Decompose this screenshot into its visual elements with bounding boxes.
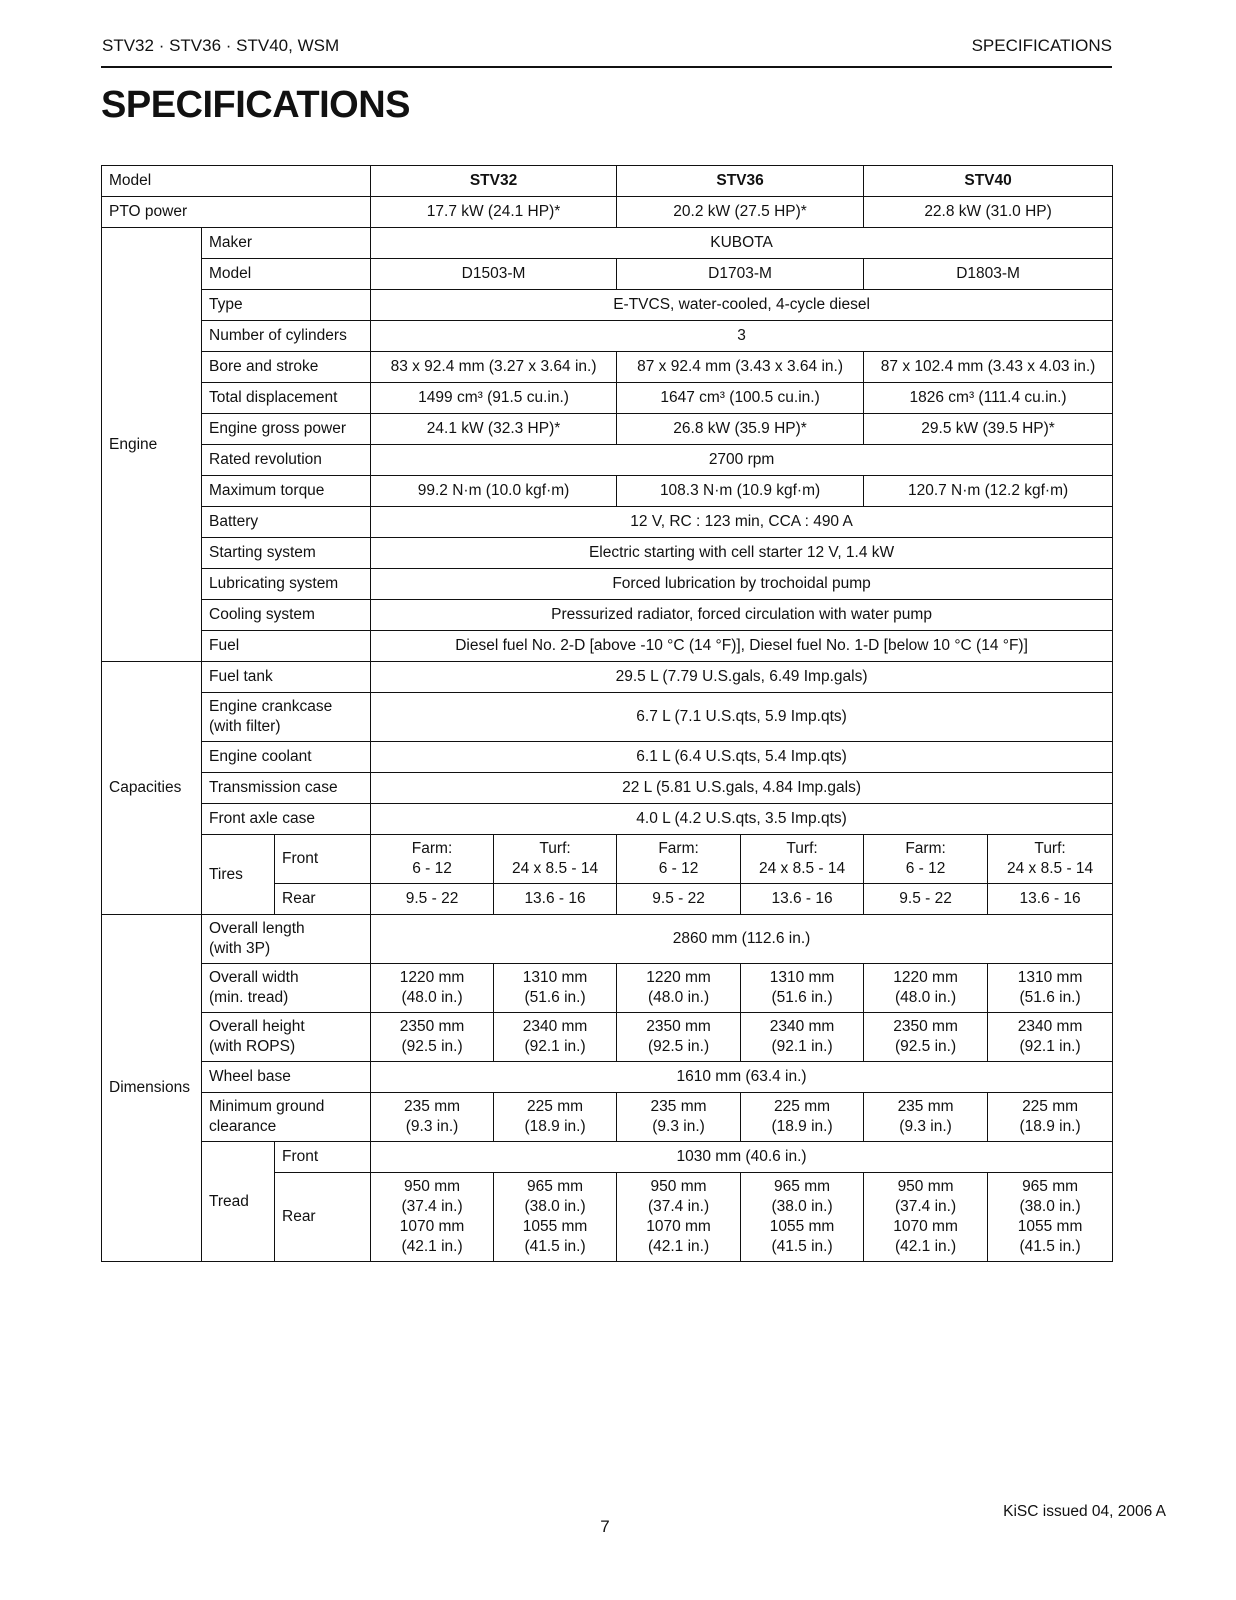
header-section-title: SPECIFICATIONS [971, 36, 1112, 55]
cell-value: Electric starting with cell starter 12 V, 1.4 kW [371, 538, 1113, 569]
table-row [102, 166, 1113, 197]
cell-value: Farm: 6 - 12 [864, 835, 988, 884]
table-row [102, 835, 1113, 884]
row-label-model: Model [102, 166, 371, 197]
row-label: Wheel base [202, 1062, 371, 1093]
cell-value: Farm: 6 - 12 [371, 835, 494, 884]
cell-value: Diesel fuel No. 2-D [above -10 °C (14 °F)], Diesel fuel No. 1-D [below 10 °C (14 °F)] [371, 631, 1113, 662]
cell-value: 225 mm (18.9 in.) [741, 1093, 864, 1142]
cell-value: 225 mm (18.9 in.) [494, 1093, 617, 1142]
label-line: Engine crankcase [209, 698, 333, 715]
table-row [102, 352, 1113, 383]
cell-value: 3 [371, 321, 1113, 352]
table-row [102, 445, 1113, 476]
cell-value: 24.1 kW (32.3 HP)* [371, 414, 617, 445]
cell-value: 2350 mm (92.5 in.) [617, 1013, 741, 1062]
model-header-stv40: STV40 [864, 166, 1113, 197]
cell-value: E-TVCS, water-cooled, 4-cycle diesel [371, 290, 1113, 321]
specifications-table [101, 165, 1113, 1262]
table-row [102, 1013, 1113, 1062]
table-row [102, 631, 1113, 662]
cell-value: D1803-M [864, 259, 1113, 290]
cell-value: 9.5 - 22 [617, 884, 741, 915]
cell-value: Pressurized radiator, forced circulation with water pump [371, 600, 1113, 631]
cell-value: 2340 mm (92.1 in.) [988, 1013, 1113, 1062]
table-row [102, 915, 1113, 964]
row-label-pto-power: PTO power [102, 197, 371, 228]
cell-value: 2340 mm (92.1 in.) [494, 1013, 617, 1062]
row-label-tires: Tires [202, 835, 275, 915]
cell-value: 26.8 kW (35.9 HP)* [617, 414, 864, 445]
table-row [102, 1142, 1113, 1173]
row-label: Rated revolution [202, 445, 371, 476]
cell-value: D1503-M [371, 259, 617, 290]
cell-value: 1220 mm (48.0 in.) [371, 964, 494, 1013]
table-row [102, 773, 1113, 804]
cell-value: 950 mm (37.4 in.) 1070 mm (42.1 in.) [617, 1173, 741, 1262]
row-label: Maker [202, 228, 371, 259]
row-label: Type [202, 290, 371, 321]
cell-value: Farm: 6 - 12 [617, 835, 741, 884]
cell-value: 1220 mm (48.0 in.) [864, 964, 988, 1013]
row-label: Number of cylinders [202, 321, 371, 352]
cell-value: 13.6 - 16 [741, 884, 864, 915]
cell-value: 965 mm (38.0 in.) 1055 mm (41.5 in.) [494, 1173, 617, 1262]
cell-value: 950 mm (37.4 in.) 1070 mm (42.1 in.) [864, 1173, 988, 1262]
cell-value: 13.6 - 16 [988, 884, 1113, 915]
row-label: Overall height (with ROPS) [202, 1013, 371, 1062]
sub-label: Rear [275, 1173, 371, 1262]
row-label: Overall length (with 3P) [202, 915, 371, 964]
table-row [102, 228, 1113, 259]
model-header-stv32: STV32 [371, 166, 617, 197]
table-row [102, 538, 1113, 569]
group-label-capacities: Capacities [102, 662, 202, 915]
table-row [102, 804, 1113, 835]
cell-value: 235 mm (9.3 in.) [864, 1093, 988, 1142]
row-label: Maximum torque [202, 476, 371, 507]
table-row [102, 476, 1113, 507]
table-row [102, 693, 1113, 742]
table-row [102, 662, 1113, 693]
cell-value: 13.6 - 16 [494, 884, 617, 915]
table-row [102, 259, 1113, 290]
page-title: SPECIFICATIONS [101, 84, 410, 126]
row-label: Minimum ground clearance [202, 1093, 371, 1142]
cell-value: Turf: 24 x 8.5 - 14 [741, 835, 864, 884]
cell-value: 99.2 N·m (10.0 kgf·m) [371, 476, 617, 507]
cell-value: Turf: 24 x 8.5 - 14 [988, 835, 1113, 884]
cell-value: 965 mm (38.0 in.) 1055 mm (41.5 in.) [988, 1173, 1113, 1262]
row-label: Front axle case [202, 804, 371, 835]
model-header-stv36: STV36 [617, 166, 864, 197]
row-label: Fuel [202, 631, 371, 662]
row-label: Engine coolant [202, 742, 371, 773]
cell-value: 22 L (5.81 U.S.gals, 4.84 Imp.gals) [371, 773, 1113, 804]
cell-value: 120.7 N·m (12.2 kgf·m) [864, 476, 1113, 507]
row-label [202, 693, 371, 742]
cell-value: 9.5 - 22 [864, 884, 988, 915]
cell-value: 2700 rpm [371, 445, 1113, 476]
cell-value: 1310 mm (51.6 in.) [494, 964, 617, 1013]
cell-value: 22.8 kW (31.0 HP) [864, 197, 1113, 228]
cell-value: 1647 cm³ (100.5 cu.in.) [617, 383, 864, 414]
cell-value: 2350 mm (92.5 in.) [864, 1013, 988, 1062]
table-row [102, 197, 1113, 228]
row-label: Overall width (min. tread) [202, 964, 371, 1013]
cell-value: 950 mm (37.4 in.) 1070 mm (42.1 in.) [371, 1173, 494, 1262]
cell-value: 20.2 kW (27.5 HP)* [617, 197, 864, 228]
cell-value: D1703-M [617, 259, 864, 290]
table-row [102, 321, 1113, 352]
cell-value: 1610 mm (63.4 in.) [371, 1062, 1113, 1093]
footer-issue: KiSC issued 04, 2006 A [1003, 1503, 1166, 1520]
cell-value: 4.0 L (4.2 U.S.qts, 3.5 Imp.qts) [371, 804, 1113, 835]
cell-value: 225 mm (18.9 in.) [988, 1093, 1113, 1142]
sub-label: Rear [275, 884, 371, 915]
cell-value: 6.7 L (7.1 U.S.qts, 5.9 Imp.qts) [371, 693, 1113, 742]
cell-value: 235 mm (9.3 in.) [371, 1093, 494, 1142]
cell-value: 1310 mm (51.6 in.) [988, 964, 1113, 1013]
cell-value: Forced lubrication by trochoidal pump [371, 569, 1113, 600]
row-label: Total displacement [202, 383, 371, 414]
cell-value: 2340 mm (92.1 in.) [741, 1013, 864, 1062]
cell-value: 1030 mm (40.6 in.) [371, 1142, 1113, 1173]
sub-label: Front [275, 835, 371, 884]
cell-value: 6.1 L (6.4 U.S.qts, 5.4 Imp.qts) [371, 742, 1113, 773]
row-label: Engine gross power [202, 414, 371, 445]
cell-value: 17.7 kW (24.1 HP)* [371, 197, 617, 228]
cell-value: Turf: 24 x 8.5 - 14 [494, 835, 617, 884]
table-row [102, 742, 1113, 773]
table-row [102, 1062, 1113, 1093]
table-row [102, 507, 1113, 538]
group-label-dimensions: Dimensions [102, 915, 202, 1262]
row-label: Battery [202, 507, 371, 538]
row-label: Starting system [202, 538, 371, 569]
header-divider [101, 66, 1112, 68]
row-label: Bore and stroke [202, 352, 371, 383]
cell-value: 2350 mm (92.5 in.) [371, 1013, 494, 1062]
cell-value: 1310 mm (51.6 in.) [741, 964, 864, 1013]
cell-value: 87 x 92.4 mm (3.43 x 3.64 in.) [617, 352, 864, 383]
row-label: Transmission case [202, 773, 371, 804]
cell-value: 12 V, RC : 123 min, CCA : 490 A [371, 507, 1113, 538]
cell-value: 29.5 L (7.79 U.S.gals, 6.49 Imp.gals) [371, 662, 1113, 693]
cell-value: 1220 mm (48.0 in.) [617, 964, 741, 1013]
table-row [102, 414, 1113, 445]
table-row [102, 1093, 1113, 1142]
row-label: Fuel tank [202, 662, 371, 693]
cell-value: 87 x 102.4 mm (3.43 x 4.03 in.) [864, 352, 1113, 383]
table-row [102, 383, 1113, 414]
cell-value: 108.3 N·m (10.9 kgf·m) [617, 476, 864, 507]
row-label: Model [202, 259, 371, 290]
table-row [102, 964, 1113, 1013]
cell-value: 29.5 kW (39.5 HP)* [864, 414, 1113, 445]
label-line: (with filter) [209, 718, 281, 735]
row-label: Cooling system [202, 600, 371, 631]
cell-value: 965 mm (38.0 in.) 1055 mm (41.5 in.) [741, 1173, 864, 1262]
header-document-title: STV32 · STV36 · STV40, WSM [102, 36, 340, 55]
table-row [102, 290, 1113, 321]
page-number: 7 [600, 1517, 610, 1536]
sub-label: Front [275, 1142, 371, 1173]
cell-value: 2860 mm (112.6 in.) [371, 915, 1113, 964]
row-label: Lubricating system [202, 569, 371, 600]
table-row [102, 600, 1113, 631]
group-label-engine: Engine [102, 228, 202, 662]
cell-value: 1826 cm³ (111.4 cu.in.) [864, 383, 1113, 414]
cell-value: 1499 cm³ (91.5 cu.in.) [371, 383, 617, 414]
cell-value: 9.5 - 22 [371, 884, 494, 915]
row-label-tread: Tread [202, 1142, 275, 1262]
cell-value: 235 mm (9.3 in.) [617, 1093, 741, 1142]
table-row [102, 569, 1113, 600]
cell-value: 83 x 92.4 mm (3.27 x 3.64 in.) [371, 352, 617, 383]
cell-value: KUBOTA [371, 228, 1113, 259]
